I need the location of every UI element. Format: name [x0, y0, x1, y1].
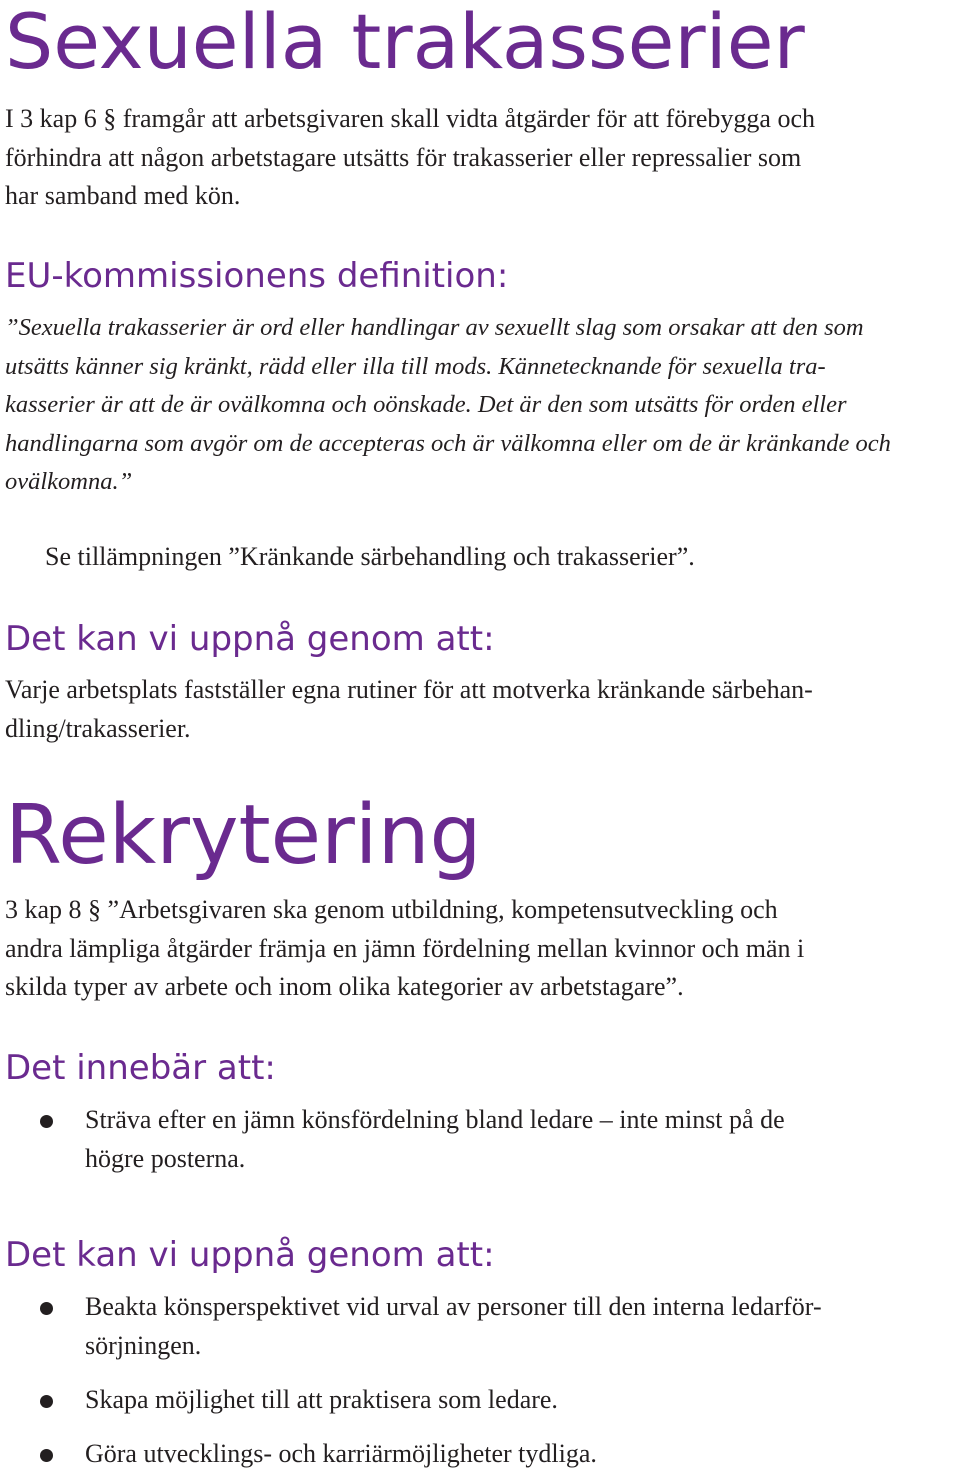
recruitment-means-heading: Det innebär att: [5, 1048, 276, 1088]
harassment-intro-line: I 3 kap 6 § framgår att arbetsgivaren skall vidta åtgärder för att förebygga och [5, 104, 815, 133]
recruitment-intro-line: 3 kap 8 § ”Arbetsgivaren ska genom utbildning, kompetensutveckling och [5, 895, 778, 924]
recruitment-intro-line: skilda typer av arbete och inom olika kategorier av arbetstagare”. [5, 972, 684, 1001]
definition-line: kasserier är att de är ovälkomna och oönskade. Det är den som utsätts för orden eller [5, 391, 847, 418]
list-item-text [85, 1435, 597, 1474]
recruitment-intro-line: andra lämpliga åtgärder främja en jämn fördelning mellan kvinnor och män i [5, 933, 805, 963]
see-also-note: Se tillämpningen ”Kränkande särbehandling och trakasserier”. [45, 542, 695, 571]
harassment-intro-line: har samband med kön. [5, 181, 241, 210]
definition-line: ”Sexuella trakasserier är ord eller handlingar av sexuellt slag som orsakar att den som [5, 314, 864, 341]
harassment-title: Sexuella trakasserier [5, 0, 805, 86]
list-item-text [85, 1101, 785, 1178]
recruitment-title: Rekrytering [5, 788, 482, 883]
definition-line: ovälkomna.” [5, 468, 133, 495]
harassment-intro-line: förhindra att någon arbetstagare utsätts för trakasserier eller repressalier som [5, 142, 802, 172]
definition-heading: EU-kommissionens definition: [5, 256, 509, 296]
harassment-achieve-line: dling/trakasserier. [5, 713, 191, 743]
bullet-dot-icon [40, 1302, 53, 1315]
definition-line: utsätts känner sig kränkt, rädd eller illa till mods. Kännetecknande för sexuella tra- [5, 352, 826, 380]
bullet-dot-icon [40, 1395, 53, 1408]
list-item-text [85, 1288, 822, 1365]
list-item-line: sörjningen. [85, 1330, 202, 1360]
harassment-achieve-heading: Det kan vi uppnå genom att: [5, 619, 495, 659]
definition-quote [5, 309, 950, 502]
recruitment-achieve-heading: Det kan vi uppnå genom att: [5, 1235, 495, 1275]
list-item-text [85, 1381, 558, 1420]
bullet-dot-icon [40, 1449, 53, 1462]
recruitment-intro [5, 891, 950, 1007]
harassment-intro [5, 100, 950, 216]
list-item-line: Göra utvecklings- och karriärmöjligheter tydliga. [85, 1439, 597, 1468]
bullet-dot-icon [40, 1115, 53, 1128]
list-item-line: Beakta könsperspektivet vid urval av personer till den interna ledarför- [85, 1292, 822, 1321]
list-item-line: Skapa möjlighet till att praktisera som ledare. [85, 1385, 558, 1414]
list-item-line: Sträva efter en jämn könsfördelning bland ledare – inte minst på de [85, 1105, 785, 1134]
list-item-line: högre posterna. [85, 1143, 246, 1173]
harassment-achieve-text [5, 671, 950, 748]
harassment-achieve-line: Varje arbetsplats fastställer egna rutiner för att motverka kränkande särbehan- [5, 675, 813, 704]
definition-line: handlingarna som avgör om de accepteras och är välkomna eller om de är kränkande och [5, 429, 891, 457]
